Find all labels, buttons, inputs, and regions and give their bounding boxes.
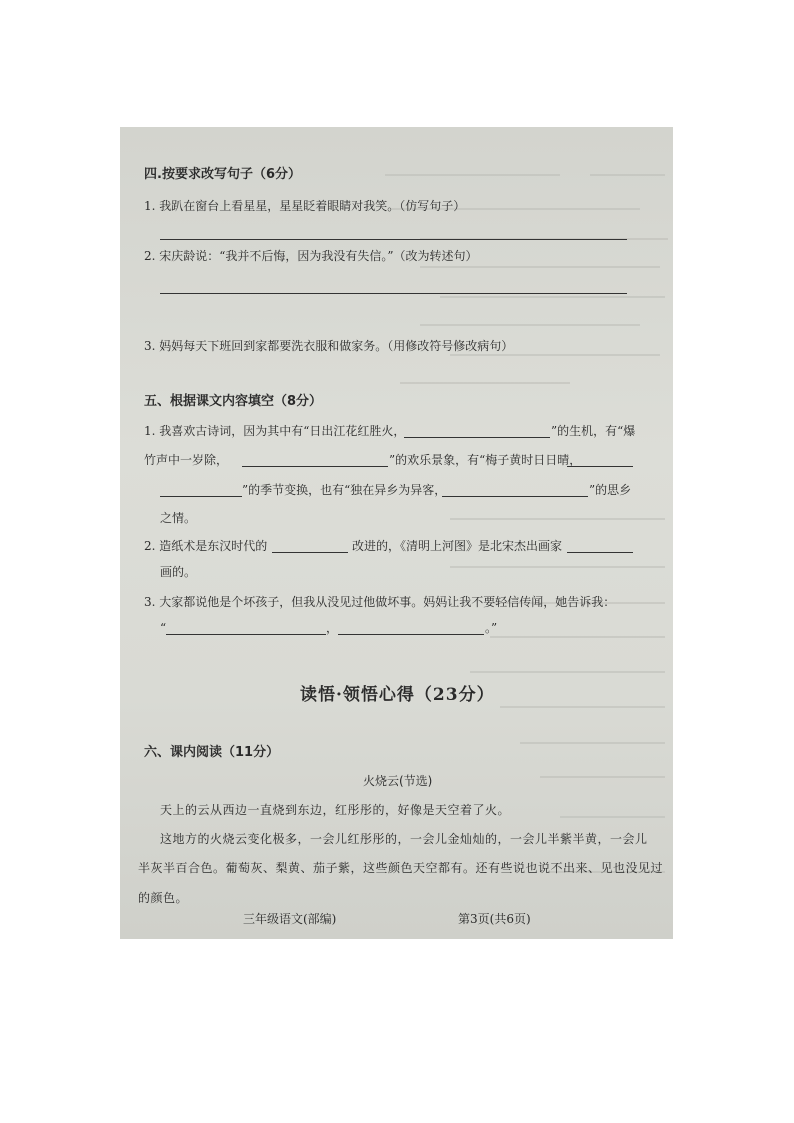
section-5-q1-part-g: 之情。 (160, 511, 197, 525)
section-5-q1-part-f: ”的思乡 (589, 483, 632, 497)
section-5-q1-part-c: 竹声中一岁除， (144, 453, 229, 467)
section-4-heading: 四.按要求改写句子（6分） (144, 167, 301, 182)
section-5-q3-part-a: 3. 大家都说他是个坏孩子，但我从没见过他做坏事。妈妈让我不要轻信传闻，她告诉我： (144, 595, 616, 609)
blank-5-3-b[interactable] (338, 634, 484, 635)
blank-5-2-a[interactable] (272, 552, 348, 553)
answer-line-4-1[interactable] (160, 239, 627, 240)
section-5-q1-part-b: ”的生机，有“爆 (551, 424, 636, 438)
section-5-q1-part-e: ”的季节变换，也有“独在异乡为异客， (242, 483, 447, 497)
section-5-q1-part-d: ”的欢乐景象，有“梅子黄时日日晴， (389, 453, 582, 467)
footer-grade-subject: 三年级语文(部编) (243, 912, 337, 926)
section-6-heading: 六、课内阅读（11分） (144, 745, 280, 760)
answer-line-4-2[interactable] (160, 293, 627, 294)
footer-page-number: 第3页(共6页) (458, 912, 531, 926)
passage-title: 火烧云(节选) (363, 774, 433, 788)
passage-paragraph-1: 天上的云从西边一直烧到东边，红彤彤的，好像是天空着了火。 (160, 803, 511, 817)
blank-5-2-b[interactable] (567, 552, 633, 553)
blank-5-1-b[interactable] (242, 466, 388, 467)
exam-page (120, 127, 673, 939)
quote-open: “ (160, 621, 167, 635)
blank-5-1-d[interactable] (442, 496, 588, 497)
section-4-question-2: 2. 宋庆龄说：“我并不后悔，因为我没有失信。”（改为转述句） (144, 249, 478, 263)
blank-5-1-c-start[interactable] (567, 466, 633, 467)
passage-paragraph-2-line-1: 这地方的火烧云变化极多，一会儿红彤彤的，一会儿金灿灿的，一会儿半紫半黄，一会儿 (160, 832, 648, 846)
section-5-q1-part-a: 1. 我喜欢古诗词，因为其中有“日出江花红胜火， (144, 424, 406, 438)
blank-5-1-c-end[interactable] (160, 496, 242, 497)
quote-close: 。” (485, 621, 498, 635)
section-4-question-1: 1. 我趴在窗台上看星星，星星眨着眼睛对我笑。（仿写句子） (144, 199, 466, 213)
blank-5-3-a[interactable] (166, 634, 326, 635)
passage-paragraph-2-line-2: 半灰半百合色。葡萄灰、梨黄、茄子紫，这些颜色天空都有。还有些说也说不出来、见也没见过 (138, 861, 664, 875)
section-5-q2-part-b: 改进的，《清明上河图》是北宋杰出画家 (352, 539, 563, 553)
blank-5-1-a[interactable] (404, 437, 550, 438)
reading-section-banner: 读悟·领悟心得（23分） (300, 685, 495, 705)
section-4-question-3: 3. 妈妈每天下班回到家都要洗衣服和做家务。（用修改符号修改病句） (144, 339, 514, 353)
section-5-q2-part-c: 画的。 (160, 565, 197, 579)
section-5-heading: 五、根据课文内容填空（8分） (144, 394, 323, 409)
comma: ， (326, 621, 339, 635)
section-5-q2-part-a: 2. 造纸术是东汉时代的 (144, 539, 268, 553)
passage-paragraph-2-line-3: 的颜色。 (138, 891, 189, 905)
